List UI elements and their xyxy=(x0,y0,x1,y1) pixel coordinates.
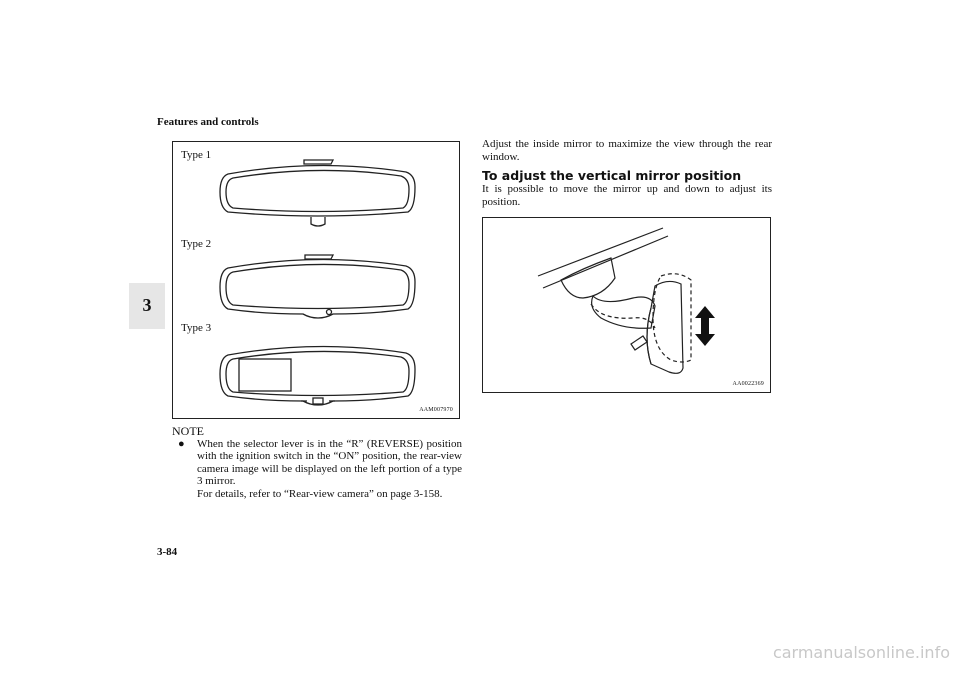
type2-label: Type 2 xyxy=(181,238,212,250)
section-body: It is possible to move the mirror up and down to adjust its position. xyxy=(482,183,772,208)
note-detail: For details, refer to “Rear-view camera” on page 3-158. xyxy=(197,487,443,500)
type1-mirror-outer xyxy=(220,165,415,216)
mirror-types-drawing xyxy=(173,142,461,420)
windshield-line-1 xyxy=(538,228,663,276)
mirror-outline-dashed xyxy=(653,274,691,362)
type1-mount-bottom xyxy=(311,217,325,226)
type1-mirror-inner xyxy=(226,170,409,211)
type2-sensor xyxy=(327,310,332,315)
section-heading: To adjust the vertical mirror position xyxy=(482,168,742,183)
mirror-body xyxy=(647,281,683,373)
chapter-tab xyxy=(129,283,165,329)
type1-label: Type 1 xyxy=(181,149,212,161)
type3-camera-display xyxy=(239,359,291,391)
vertical-adjust-drawing xyxy=(483,218,772,394)
figure-code: AAM007970 xyxy=(419,407,453,413)
type2-mount-top xyxy=(305,255,333,259)
type3-label: Type 3 xyxy=(181,322,212,334)
watermark-text: carmanualsonline.info xyxy=(772,643,950,662)
header-title: Features and controls xyxy=(157,116,259,128)
type3-button-center xyxy=(313,398,323,404)
bullet-icon: ● xyxy=(178,437,185,450)
figure-code: AA0022369 xyxy=(732,381,764,387)
mirror-stem-dashed xyxy=(591,304,655,328)
type3-mirror-inner xyxy=(226,351,409,395)
note-text: When the selector lever is in the “R” (REVERSE) position with the ignition switch in the “ON” position, the rear-view camera image will be displayed on the left portion of a type 3 mirror. xyxy=(197,437,462,487)
adjust-knob xyxy=(631,336,647,350)
watermark xyxy=(0,643,960,662)
note-block xyxy=(172,425,462,500)
chapter-number: 3 xyxy=(142,295,152,315)
note-title: NOTE xyxy=(172,424,204,438)
type1-mount-top xyxy=(304,160,333,164)
up-down-arrow xyxy=(695,306,715,346)
vertical-adjust-figure xyxy=(482,217,771,393)
note-item xyxy=(172,438,462,488)
mirror-types-figure xyxy=(172,141,460,419)
mirror-stem xyxy=(592,296,655,328)
type2-mirror-inner xyxy=(226,264,409,308)
page-number: 3-84 xyxy=(157,546,178,558)
intro-paragraph: Adjust the inside mirror to maximize the view through the rear window. xyxy=(482,138,772,163)
mirror-back-arc xyxy=(647,308,651,364)
